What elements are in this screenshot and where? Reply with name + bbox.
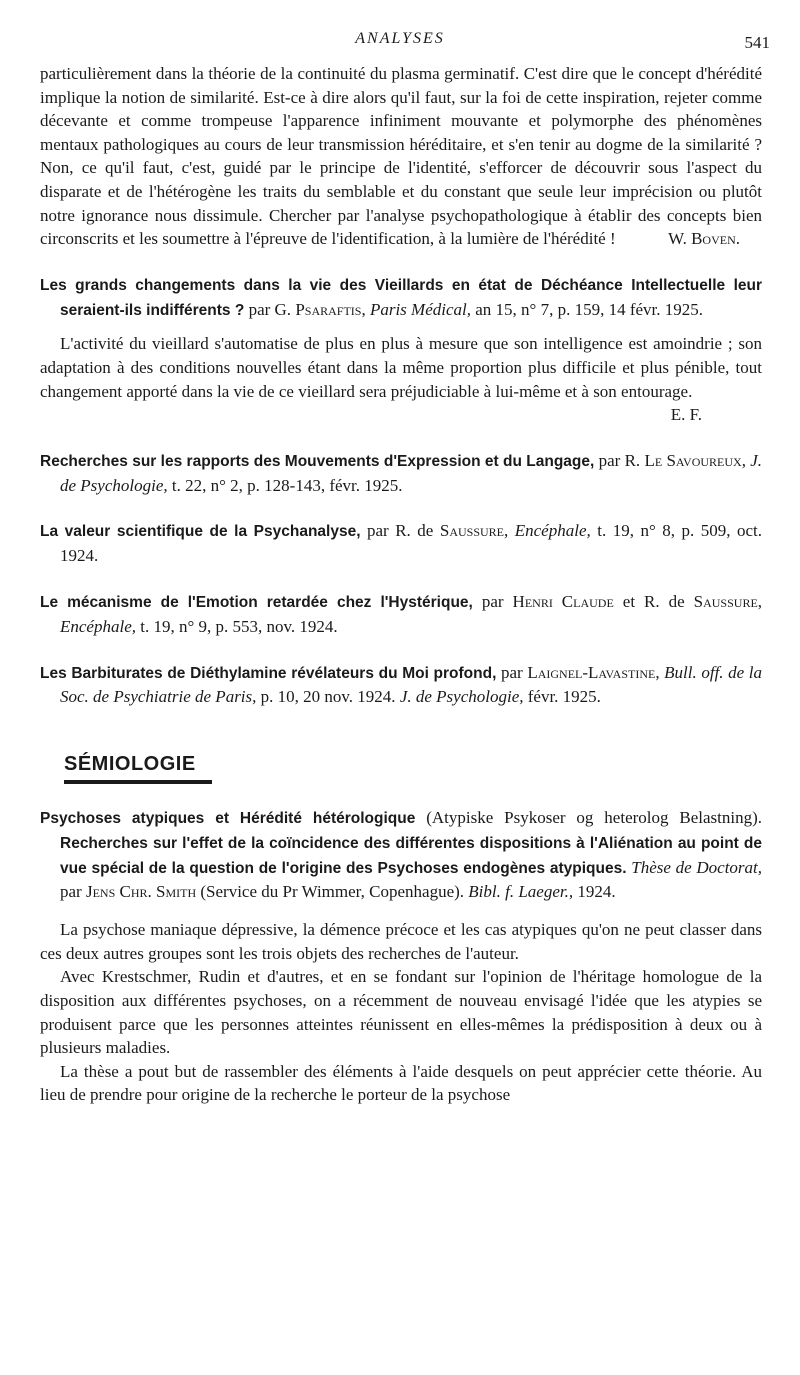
entry-journal: Encéphale,: [514, 521, 591, 541]
entry-thesis: Thèse de Doctorat,: [631, 857, 763, 877]
review-paragraph: [40, 332, 762, 426]
entry-ref: t. 19, n° 9, p. 553, nov. 1924.: [140, 616, 338, 636]
entry-author: Psaraftis,: [295, 299, 366, 319]
entry-subtitle: Recherches sur l'effet de la coïncidence des différentes dispositions à l'Aliénation au point de vue spécial de la question de l'origine des Psychoses endogènes atypiques.: [60, 834, 762, 877]
entry-journal: Paris Médical,: [369, 299, 471, 319]
running-title: ANALYSES: [355, 30, 445, 47]
bibliographic-entry: [40, 661, 762, 710]
entry-journal: Encéphale,: [60, 616, 136, 636]
entry-title: Le mécanisme de l'Emotion retardée chez l'Hystérique,: [40, 593, 473, 611]
entry-ref: an 15, n° 7, p. 159, 14 févr. 1925.: [475, 299, 704, 319]
entry-ref: t. 19, n° 8, p. 509, oct. 1924.: [60, 521, 763, 566]
body-paragraph: La psychose maniaque dépressive, la démence précoce et les cas atypiques qu'on ne peut classer dans ces deux autres groupes sont les trois objets des recherches de l'auteur.: [40, 920, 762, 963]
body-paragraph: Avec Krestschmer, Rudin et d'autres, et en se fondant sur l'opinion de l'héritage homologue de la disposition aux différentes psychoses, on a récemment de nouveau envisagé l'idée que les atypies se produisent parce que les personnes atteintes réunissent en elles-mêmes la prédisposition à deux ou à plusieurs maladies.: [40, 967, 762, 1058]
entry-journal-2: J. de Psychologie,: [399, 687, 524, 707]
entry-journal: Bibl. f. Laeger.,: [468, 882, 574, 902]
entry-mid: et R. de: [622, 591, 685, 611]
running-header: [0, 30, 800, 56]
entry-ref: t. 22, n° 2, p. 128-143, févr. 1925.: [171, 475, 403, 495]
entry-by: par: [60, 882, 82, 902]
entry-author: Saussure,: [439, 521, 509, 541]
entry-translation: (Atypiske Psykoser og heterolog Belastning).: [426, 808, 762, 828]
entry-title: Les Barbiturates de Diéthylamine révélateurs du Moi profond,: [40, 664, 497, 682]
intro-signature: W. Boven.: [668, 229, 740, 249]
bibliographic-entry: [40, 273, 762, 323]
entry-title: Les grands changements dans la vie des Vieillards en état de Déchéance Intellectuelle leur seraient-ils indifférents ?: [40, 276, 762, 319]
entry-author: Laignel-Lavastine,: [527, 662, 660, 682]
entry-by: par R. de: [367, 521, 434, 541]
section-heading-block: [40, 753, 762, 784]
entry-by: par G.: [248, 299, 292, 319]
entry-title: Psychoses atypiques et Hérédité hétérologique: [40, 810, 416, 828]
entry-ref: p. 10, 20 nov. 1924.: [260, 687, 396, 707]
entry-journal: J. de Psychologie,: [60, 450, 763, 495]
bibliographic-entry: [40, 519, 762, 568]
page-content: [40, 62, 762, 1107]
entry-service: (Service du Pr Wimmer, Copenhague).: [200, 882, 465, 902]
review-text: L'activité du vieillard s'automatise de plus en plus à mesure que son intelligence est amoindrie ; son adaptation à des conditions nouvelles étant dans la même proportion plus difficile et plus pénible, tout changement apporté dans la vie de ce vieillard sera préjudiciable à lui-même et à son entourage.: [40, 334, 762, 401]
entry-title: Recherches sur les rapports des Mouvements d'Expression et du Langage,: [40, 452, 595, 470]
entry-author-2: Saussure,: [693, 591, 763, 611]
review-signature: E. F.: [670, 405, 702, 425]
entry-author: Jens Chr. Smith: [85, 882, 197, 902]
entry-title: La valeur scientifique de la Psychanalyse,: [40, 523, 361, 541]
bibliographic-entry: [40, 806, 762, 904]
section-heading: SÉMIOLOGIE: [64, 753, 196, 776]
body-paragraph: La thèse a pout but de rassembler des éléments à l'aide desquels on peut apprécier cette théorie. Au lieu de prendre pour origine de la recherche le porteur de la psychose: [40, 1061, 762, 1105]
entry-author: Henri Claude: [512, 591, 614, 611]
entry-year: 1924.: [577, 882, 616, 902]
entry-by: par R.: [598, 450, 641, 470]
entry-by: par: [501, 662, 523, 682]
entry-author: Le Savoureux,: [644, 450, 746, 470]
intro-text: particulièrement dans la théorie de la continuité du plasma germinatif. C'est dire que le concept d'hérédité implique la notion de similarité. Est-ce à dire alors qu'il faut, sur la foi de cette inspiration, rejeter comme décevante et comme trompeuse l'apparence infiniment mouvante et polymorphe des phénomènes mentaux pathologiques au cours de leur transmission héréditaire, et s'en tenir au dogme de la similarité ? Non, ce qu'il faut, c'est, guidé par le principe de l'identité, s'efforcer de découvrir sous l'aspect du disparate et de l'hétérogène les traits du semblable et du constant que seule leur imprécision ou plutôt notre ignorance nous dissimule. Chercher par l'analyse psychopathologique à établir des concepts bien circonscrits et les soumettre à l'épreuve de l'identification, à la lumière de l'hérédité !: [40, 64, 762, 249]
bibliographic-entry: [40, 449, 762, 498]
bibliographic-entry: [40, 590, 762, 639]
section-underline: [64, 780, 212, 784]
entry-ref-2: févr. 1925.: [527, 687, 601, 707]
page-number: 541: [744, 33, 770, 52]
entry-journal: Bull. off. de la Soc. de Psychiatrie de Paris,: [60, 662, 763, 707]
intro-paragraph: [40, 62, 762, 251]
entry-by: par: [481, 591, 504, 611]
